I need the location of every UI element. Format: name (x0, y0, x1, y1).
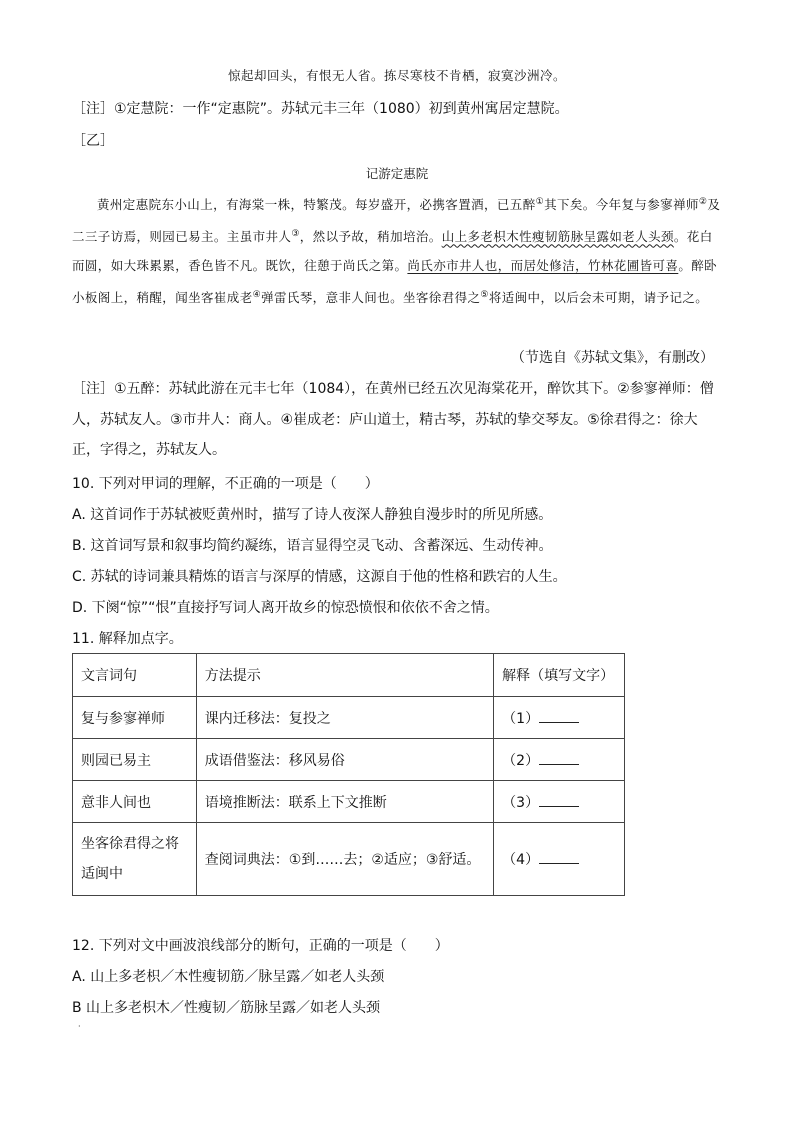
phrase-cell: 则园已易主 (73, 739, 197, 781)
section-label-yi: ［乙］ (72, 133, 114, 149)
essay-text: 其下矣。今年复与参寥禅师 (544, 197, 699, 212)
q10-option-a: A. 这首词作于苏轼被贬黄州时，描写了诗人夜深人静独自漫步时的所见所感。 (72, 507, 553, 523)
essay-text: 黄州定惠院东小山上，有海棠一株，特繁茂。每岁盛开，必携客置酒，已五醉 (97, 197, 536, 212)
underlined-sentence: 尚氏亦市井人也，而居处修洁，竹林花圃皆可喜 (407, 258, 679, 273)
annotation-mark: ① (535, 197, 545, 207)
annotation-mark: ② (698, 197, 708, 207)
method-cell: 课内迁移法：复投之 (196, 697, 493, 739)
q10-option-c: C. 苏轼的诗词兼具精炼的语言与深厚的情感，这源自于他的性格和跌宕的人生。 (72, 569, 567, 585)
source-citation: （节选自《苏轼文集》，有删改） (511, 350, 714, 366)
answer-number: （1） (502, 710, 540, 727)
q10-option-d: D. 下阕“惊”“恨”直接抒写词人离开故乡的惊恐愤恨和依依不舍之情。 (72, 600, 499, 616)
answer-blank[interactable] (539, 794, 579, 807)
answer-blank[interactable] (539, 752, 579, 765)
essay-text: 。花白而圆，如大珠累累，香色皆不凡。既饮，往憩于尚氏之第。 (72, 228, 713, 273)
answer-cell[interactable] (494, 739, 625, 781)
answer-number: （2） (502, 752, 540, 769)
phrase-cell: 坐客徐君得之将适闽中 (73, 823, 197, 896)
header-cell: 解释（填写文字） (494, 654, 625, 697)
q12-stem: 12. 下列对文中画波浪线部分的断句，正确的一项是（ ） (72, 938, 449, 954)
q12-option-a: A. 山上多老枳／木性瘦韧筋／脉呈露／如老人头颈 (72, 969, 385, 985)
q10-stem: 10. 下列对甲词的理解，不正确的一项是（ ） (72, 476, 379, 492)
answer-cell[interactable] (494, 781, 625, 823)
annotation-mark: ⑤ (480, 289, 489, 300)
answer-number: （3） (502, 794, 540, 811)
table-row (73, 823, 625, 896)
method-cell: 成语借鉴法：移风易俗 (196, 739, 493, 781)
answer-blank[interactable] (539, 710, 579, 723)
essay-title: 记游定惠院 (365, 166, 429, 181)
essay-text: 。醉卧小板阁上，稍醒，闻坐客崔成老 (72, 258, 718, 305)
poem-last-lines: 惊起却回头，有恨无人省。拣尽寒枝不肯栖，寂寞沙洲冷。 (227, 68, 566, 83)
header-cell: 文言词句 (73, 654, 197, 697)
answer-cell[interactable] (494, 697, 625, 739)
table-row (73, 739, 625, 781)
answer-cell[interactable] (494, 823, 625, 896)
phrase-cell: 意非人间也 (73, 781, 197, 823)
note-jia: ［注］①定慧院：一作“定惠院”。苏轼元丰三年（1080）初到黄州寓居定慧院。 (72, 101, 569, 117)
q10-option-b: B. 这首词写景和叙事均简约凝练，语言显得空灵飞动、含蓄深远、生动传神。 (72, 538, 553, 554)
method-cell: 语境推断法：联系上下文推断 (196, 781, 493, 823)
essay-text: 弹雷氏琴，意非人间也。坐客徐君得之 (261, 289, 481, 305)
note-yi: ［注］①五醉：苏轼此游在元丰七年（1084），在黄州已经五次见海棠花开，醉饮其下。②参寥禅师：僧人，苏轼友人。③市井人：商人。④崔成老：庐山道士，精古琴，苏轼的挚交琴友。⑤徐君得之：徐大正，字得之，苏轼友人。 (72, 381, 714, 459)
table-row (73, 781, 625, 823)
q12-option-b: B 山上多老枳木／性瘦韧／筋脉呈露／如老人头颈 (72, 1000, 381, 1016)
table-row (73, 697, 625, 739)
annotation-mark: ③ (291, 228, 300, 239)
essay-text: 将适闽中，以后会未可期，请予记之。 (488, 289, 709, 305)
essay-text: ，然以予故，稍加培治。 (299, 228, 442, 244)
stray-mark: · (78, 1022, 81, 1031)
essay-text: 及二三子访焉，则园已易主。主虽市井人 (72, 197, 721, 244)
annotation-mark: ④ (252, 289, 262, 300)
answer-number: （4） (502, 852, 540, 868)
method-cell: 查阅词典法：①到……去；②适应；③舒适。 (196, 823, 493, 896)
answer-blank[interactable] (539, 851, 579, 864)
table-header-row (73, 654, 625, 697)
header-cell: 方法提示 (196, 654, 493, 697)
q11-table (72, 653, 625, 896)
essay-body (72, 188, 722, 312)
q11-stem: 11. 解释加点字。 (72, 631, 183, 647)
wavy-underlined-sentence: 山上多老枳木性瘦韧筋脉呈露如老人头颈 (441, 228, 674, 244)
phrase-cell: 复与参寥禅师 (73, 697, 197, 739)
